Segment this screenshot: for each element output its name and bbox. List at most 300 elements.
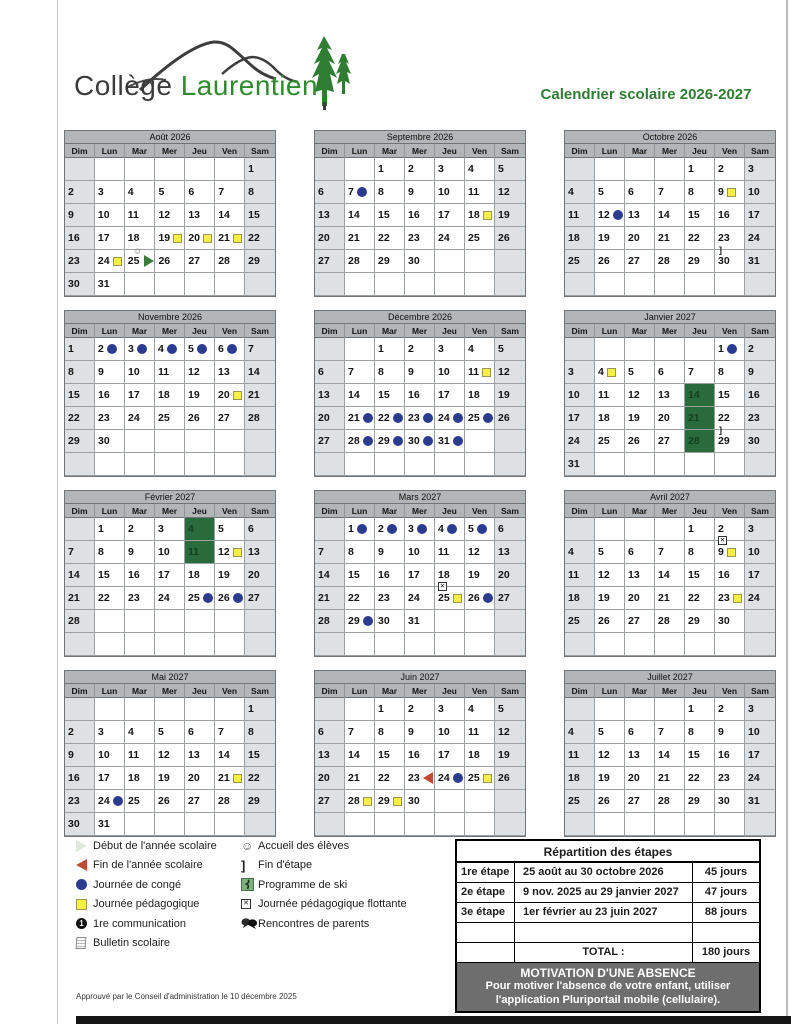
day-cell — [405, 227, 435, 250]
journee-pedagogique-marker — [233, 391, 242, 400]
journee-conge-marker — [357, 524, 367, 534]
day-number: 18 — [188, 569, 200, 581]
day-number: 25 — [468, 232, 480, 244]
day-cell — [345, 744, 375, 767]
day-number: 17 — [748, 569, 760, 581]
day-cell — [125, 158, 156, 181]
day-cell — [715, 587, 745, 610]
day-cell — [245, 767, 275, 790]
weekday-header: Jeu — [685, 144, 715, 158]
day-cell — [315, 790, 345, 813]
day-number: 21 — [348, 772, 360, 784]
day-number: 30 — [408, 435, 420, 447]
legend-item-debut-annee — [76, 836, 217, 856]
day-cell — [745, 158, 775, 181]
day-cell — [625, 384, 655, 407]
month-day-grid — [65, 698, 275, 836]
day-cell — [435, 721, 465, 744]
debut-annee-marker — [144, 255, 154, 267]
day-cell — [315, 813, 345, 836]
weekday-header-row — [315, 684, 525, 698]
weekday-header: Lun — [595, 144, 625, 158]
day-number: 18 — [568, 592, 580, 604]
day-cell — [125, 587, 155, 610]
day-cell — [715, 338, 745, 361]
day-cell — [315, 698, 345, 721]
legend-item-communication — [76, 914, 217, 934]
day-cell — [245, 204, 275, 227]
weekday-header: Sam — [501, 326, 519, 336]
day-cell — [155, 721, 185, 744]
day-cell — [595, 813, 625, 836]
day-cell — [495, 430, 525, 453]
day-cell — [375, 610, 405, 633]
journee-conge-marker — [393, 413, 403, 423]
day-cell — [565, 767, 595, 790]
day-cell — [375, 587, 405, 610]
day-number: 10 — [748, 186, 760, 198]
day-number: 10 — [438, 726, 450, 738]
journee-pedagogique-marker — [173, 234, 182, 243]
day-cell — [375, 698, 405, 721]
weekday-header: Jeu — [435, 504, 465, 518]
day-number: 19 — [498, 749, 510, 761]
day-number: 16 — [748, 389, 760, 401]
day-cell — [715, 453, 745, 476]
day-number: 14 — [68, 569, 80, 581]
day-cell — [465, 564, 495, 587]
month-calendar — [564, 670, 776, 837]
day-cell — [245, 250, 275, 273]
journee-conge-marker — [453, 773, 463, 783]
day-number: 17 — [438, 209, 450, 221]
day-cell — [715, 245, 745, 273]
weekday-header: Mer — [155, 144, 185, 158]
day-number: 13 — [188, 749, 200, 761]
day-cell — [625, 430, 655, 453]
weekday-header: Dim — [565, 324, 595, 338]
month-title: Février 2027 — [65, 491, 275, 504]
day-cell — [745, 250, 775, 273]
day-number: 31 — [748, 795, 760, 807]
day-cell — [565, 407, 595, 430]
day-number: 4 — [468, 343, 474, 355]
legend-item-ski — [241, 875, 407, 895]
day-number: 28 — [688, 435, 700, 447]
day-cell — [125, 246, 156, 273]
day-number: 9 — [748, 366, 754, 378]
day-number: 11 — [468, 186, 480, 198]
weekday-header: Sam — [501, 506, 519, 516]
day-cell — [655, 721, 685, 744]
day-cell — [315, 587, 345, 610]
day-number: 12 — [598, 209, 610, 221]
day-cell — [685, 813, 715, 836]
day-number: 13 — [218, 366, 230, 378]
day-number: 2 — [408, 703, 414, 715]
day-cell — [745, 587, 775, 610]
legend-item-accueil — [241, 836, 407, 856]
day-cell — [95, 453, 125, 476]
day-cell — [435, 518, 465, 541]
day-number: 12 — [498, 366, 510, 378]
day-cell — [625, 453, 655, 476]
day-cell — [745, 698, 775, 721]
month-calendar — [314, 670, 526, 837]
day-number: 16 — [408, 209, 420, 221]
day-cell — [655, 338, 685, 361]
day-cell — [95, 744, 125, 767]
day-cell — [95, 698, 125, 721]
journee-conge-marker — [417, 524, 427, 534]
weekday-header: Sam — [751, 326, 769, 336]
day-number: 8 — [98, 546, 104, 558]
day-cell — [655, 361, 685, 384]
weekday-header: Mar — [125, 324, 155, 338]
day-cell — [685, 790, 715, 813]
day-cell — [345, 430, 375, 453]
day-cell — [685, 361, 715, 384]
day-number: 29 — [688, 255, 700, 267]
day-cell — [125, 407, 155, 430]
day-number: 1 — [688, 523, 694, 535]
day-cell — [65, 813, 95, 836]
day-number: 31 — [438, 435, 450, 447]
legend-item-fin-etape — [241, 856, 407, 876]
day-cell — [405, 744, 435, 767]
day-cell — [315, 338, 345, 361]
day-cell — [375, 541, 405, 564]
day-cell — [435, 384, 465, 407]
day-cell — [65, 698, 95, 721]
day-number: 17 — [128, 389, 140, 401]
journee-conge-marker — [107, 344, 117, 354]
day-cell — [315, 518, 345, 541]
day-cell — [715, 610, 745, 633]
day-cell — [95, 790, 125, 813]
legend-label: Rencontres de parents — [258, 917, 370, 930]
day-cell — [125, 453, 155, 476]
day-number: 1 — [68, 343, 74, 355]
month-day-grid — [315, 338, 525, 476]
day-cell — [655, 698, 685, 721]
legend-label: Fin de l'année scolaire — [93, 859, 203, 872]
day-cell — [595, 407, 625, 430]
journee-conge-marker — [137, 344, 147, 354]
day-number: 6 — [498, 523, 504, 535]
day-number: 25 — [128, 795, 140, 807]
day-cell — [185, 610, 215, 633]
weekday-header: Ven — [715, 504, 745, 518]
day-number: 6 — [628, 546, 634, 558]
journee-pedagogique-marker — [233, 774, 242, 783]
day-number: 24 — [408, 592, 420, 604]
weekday-header: Jeu — [685, 504, 715, 518]
day-number: 27 — [248, 592, 260, 604]
day-number: 21 — [348, 412, 360, 424]
day-cell — [125, 204, 156, 227]
day-number: 29 — [378, 795, 390, 807]
day-cell — [405, 587, 435, 610]
day-cell — [435, 813, 465, 836]
weekday-header: Lun — [345, 504, 375, 518]
day-number: 8 — [688, 726, 694, 738]
day-cell — [685, 227, 715, 250]
day-cell — [155, 361, 185, 384]
journee-conge-marker — [477, 524, 487, 534]
day-number: 24 — [158, 592, 170, 604]
day-cell — [745, 790, 775, 813]
day-number: 1 — [98, 523, 104, 535]
day-number: 9 — [408, 366, 414, 378]
day-cell — [625, 227, 655, 250]
day-cell — [465, 361, 495, 384]
day-number: 6 — [628, 186, 634, 198]
day-number: 6 — [318, 186, 324, 198]
day-cell — [215, 813, 245, 836]
day-number: 25 — [568, 795, 580, 807]
day-cell — [405, 338, 435, 361]
day-number: 4 — [128, 726, 134, 738]
journee-conge-marker — [387, 524, 397, 534]
day-cell — [215, 721, 245, 744]
day-number: 24 — [438, 412, 450, 424]
day-number: 26 — [158, 255, 171, 267]
day-number: 30 — [98, 435, 110, 447]
day-cell — [495, 407, 525, 430]
day-cell — [595, 384, 625, 407]
day-number: 27 — [628, 615, 640, 627]
month-day-grid — [65, 338, 275, 476]
day-number: 27 — [318, 795, 330, 807]
day-number: 7 — [318, 546, 324, 558]
month-day-grid — [315, 518, 525, 656]
day-cell — [655, 407, 685, 430]
day-number: 6 — [318, 366, 324, 378]
day-cell — [465, 587, 495, 610]
day-number: 21 — [248, 389, 260, 401]
total-days: 180 jours — [701, 946, 751, 958]
day-cell — [595, 721, 625, 744]
day-number: 4 — [568, 186, 574, 198]
day-number: 29 — [248, 255, 260, 267]
weekday-header: Lun — [95, 324, 125, 338]
day-cell — [435, 273, 465, 296]
day-cell — [625, 361, 655, 384]
day-cell — [345, 610, 375, 633]
day-number: 6 — [658, 366, 664, 378]
day-number: 18 — [468, 749, 480, 761]
day-number: 14 — [688, 389, 700, 401]
day-number: 13 — [318, 749, 330, 761]
day-number: 11 — [188, 546, 200, 558]
etape-label: 1re étape — [457, 863, 515, 882]
day-cell — [595, 227, 625, 250]
day-number: 8 — [248, 726, 254, 738]
day-number: 24 — [748, 592, 760, 604]
day-number: 10 — [98, 749, 110, 761]
day-cell — [345, 181, 375, 204]
day-cell — [465, 518, 495, 541]
day-cell — [625, 698, 655, 721]
day-number: 28 — [658, 255, 670, 267]
day-number: 4 — [468, 703, 474, 715]
day-number: 26 — [158, 795, 170, 807]
day-number: 5 — [628, 366, 634, 378]
day-cell — [95, 338, 125, 361]
day-cell — [655, 181, 685, 204]
day-number: 22 — [68, 412, 80, 424]
day-cell — [125, 384, 155, 407]
day-cell — [375, 250, 405, 273]
day-cell — [185, 813, 215, 836]
day-cell — [745, 384, 775, 407]
day-cell — [215, 453, 245, 476]
journee-pedagogique-marker — [483, 774, 492, 783]
day-number: 6 — [318, 726, 324, 738]
day-cell — [435, 633, 465, 656]
journee-conge-marker — [423, 436, 433, 446]
day-cell — [155, 767, 185, 790]
etape-days: 47 jours — [704, 886, 748, 898]
weekday-header: Mar — [625, 504, 655, 518]
day-cell — [745, 541, 775, 564]
day-cell — [565, 698, 595, 721]
day-number: 13 — [628, 209, 640, 221]
day-number: 17 — [438, 749, 450, 761]
day-cell — [345, 384, 375, 407]
day-cell — [245, 564, 275, 587]
journee-conge-marker — [167, 344, 177, 354]
day-cell — [595, 453, 625, 476]
month-day-grid — [565, 338, 775, 476]
day-cell — [315, 273, 345, 296]
weekday-header: Jeu — [685, 324, 715, 338]
day-number: 13 — [498, 546, 510, 558]
day-number: 30 — [378, 615, 390, 627]
day-cell — [185, 430, 215, 453]
day-cell — [655, 564, 685, 587]
weekday-header: Jeu — [185, 504, 215, 518]
journee-pedagogique-marker — [233, 234, 242, 243]
day-cell — [95, 633, 125, 656]
day-cell — [215, 767, 245, 790]
weekday-header: Jeu — [185, 684, 215, 698]
month-day-grid — [65, 518, 275, 656]
day-cell — [625, 273, 655, 296]
day-number: 5 — [218, 523, 224, 535]
day-number: 14 — [658, 749, 670, 761]
month-title: Juillet 2027 — [565, 671, 775, 684]
day-cell — [435, 430, 465, 453]
day-cell — [655, 453, 685, 476]
day-number: 10 — [748, 546, 760, 558]
day-cell — [655, 204, 685, 227]
day-number: 28 — [658, 795, 670, 807]
day-cell — [215, 564, 245, 587]
day-cell — [565, 227, 595, 250]
day-cell — [185, 744, 215, 767]
day-cell — [155, 338, 185, 361]
day-cell — [595, 587, 625, 610]
day-cell — [565, 181, 595, 204]
day-number: 2 — [748, 343, 754, 355]
legend-label: Début de l'année scolaire — [93, 839, 217, 852]
day-cell — [345, 361, 375, 384]
day-cell — [215, 204, 245, 227]
day-number: 17 — [748, 749, 760, 761]
day-cell — [215, 698, 245, 721]
day-cell — [345, 698, 375, 721]
month-calendar — [314, 310, 526, 477]
day-cell — [375, 384, 405, 407]
day-cell — [595, 158, 625, 181]
day-cell — [405, 453, 435, 476]
journee-conge-marker — [113, 796, 123, 806]
fin-etape-marker: ] — [719, 245, 722, 255]
day-cell — [345, 338, 375, 361]
etape-dates: 9 nov. 2025 au 29 janvier 2027 — [515, 883, 693, 902]
day-cell — [685, 744, 715, 767]
day-cell — [465, 250, 495, 273]
day-cell — [245, 384, 275, 407]
day-cell — [655, 250, 685, 273]
day-cell — [745, 610, 775, 633]
day-cell — [625, 587, 655, 610]
day-cell — [315, 744, 345, 767]
day-cell — [405, 204, 435, 227]
day-cell — [595, 790, 625, 813]
day-number: 4 — [158, 343, 164, 355]
day-cell — [715, 813, 745, 836]
day-cell — [125, 430, 155, 453]
month-calendar — [64, 490, 276, 657]
day-number: 9 — [718, 546, 724, 558]
ski-day-cell — [185, 541, 215, 564]
day-cell — [155, 430, 185, 453]
weekday-header-row — [565, 504, 775, 518]
day-cell — [595, 338, 625, 361]
day-number: 7 — [68, 546, 74, 558]
day-number: 11 — [598, 389, 610, 401]
day-number: 27 — [318, 255, 330, 267]
day-cell — [405, 790, 435, 813]
day-cell — [405, 250, 435, 273]
day-cell — [185, 633, 215, 656]
day-number: 12 — [468, 546, 480, 558]
day-cell — [715, 633, 745, 656]
weekday-header: Dim — [565, 684, 595, 698]
journee-pedagogique-marker — [733, 594, 742, 603]
weekday-header: Dim — [65, 144, 95, 158]
day-cell — [155, 407, 185, 430]
day-cell — [565, 721, 595, 744]
day-cell — [495, 204, 525, 227]
weekday-header: Dim — [565, 144, 595, 158]
day-number: 18 — [127, 232, 140, 244]
motivation-absence-notice — [457, 963, 759, 1011]
day-cell — [435, 610, 465, 633]
day-number: 12 — [598, 569, 610, 581]
day-number: 29 — [378, 435, 390, 447]
day-number: 22 — [688, 592, 700, 604]
day-number: 15 — [378, 209, 390, 221]
day-cell — [185, 273, 215, 296]
day-number: 10 — [408, 546, 420, 558]
etape-row-total — [457, 943, 759, 963]
day-cell — [715, 744, 745, 767]
day-cell — [745, 361, 775, 384]
